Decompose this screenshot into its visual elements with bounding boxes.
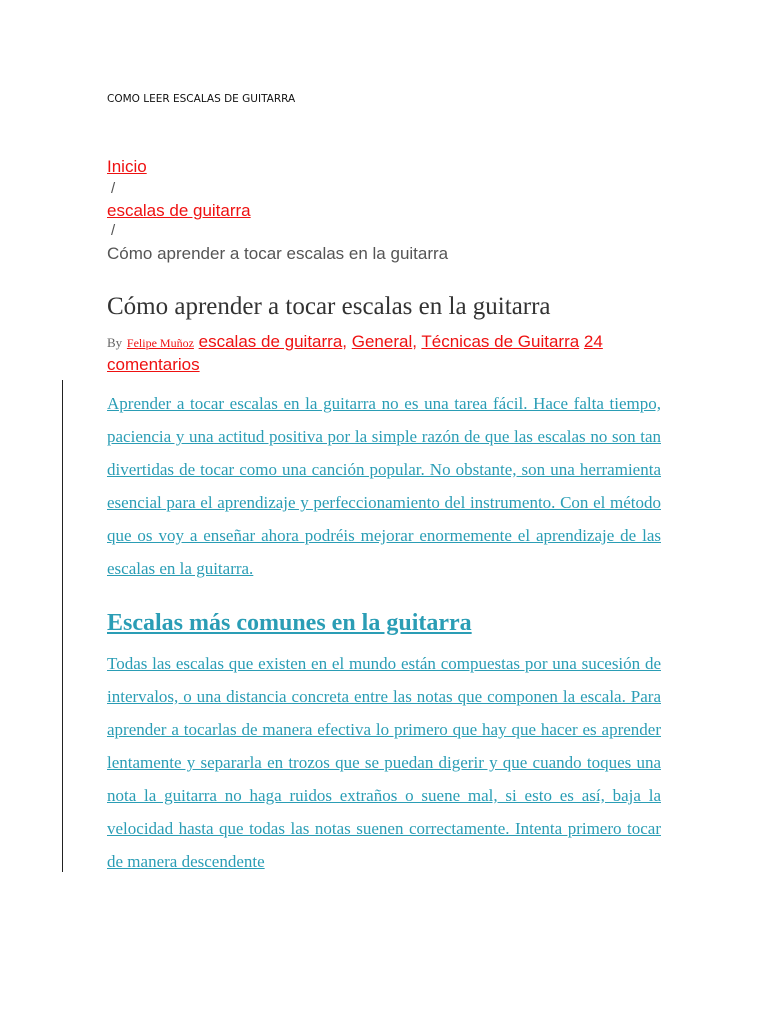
section-paragraph: Todas las escalas que existen en el mundo están compuestas por una sucesión de intervalos, o una distancia concreta entre las notas que componen la escala. Para aprender a tocarlas de manera efectiva lo primero que hay que hacer es aprender lentamente y separarla en trozos que se puedan digerir y que cuando toques una nota la guitarra no haga ruidos extraños o suene mal, si esto es así, baja la velocidad hasta que todas las notas suenen correctamente. Intenta primero tocar de manera descendente [107, 654, 661, 871]
breadcrumb-separator: / [111, 222, 116, 239]
article-title: Cómo aprender a tocar escalas en la guitarra [107, 293, 551, 320]
document-title: COMO LEER ESCALAS DE GUITARRA [107, 93, 296, 105]
left-margin-rule [62, 380, 63, 872]
by-label: By [107, 335, 123, 350]
category-comma: , [412, 332, 417, 351]
article-meta [107, 331, 667, 376]
author-link[interactable]: Felipe Muñoz [126, 336, 194, 350]
category-comma: , [342, 332, 348, 351]
section-heading: Escalas más comunes en la guitarra [107, 610, 472, 636]
breadcrumb-home-link[interactable]: Inicio [107, 157, 147, 176]
intro-paragraph: Aprender a tocar escalas en la guitarra no es una tarea fácil. Hace falta tiempo, paciencia y una actitud positiva por la simple razón de que las escalas no son tan divertidas de tocar como una canción popular. No obstante, son una herramienta esencial para el aprendizaje y perfeccionamiento del instrumento. Con el método que os voy a enseñar ahora podréis mejorar enormemente el aprendizaje de las escalas en la guitarra. [107, 394, 661, 578]
category-link-escalas[interactable]: escalas de guitarra [198, 332, 343, 351]
breadcrumb-category-link[interactable]: escalas de guitarra [107, 201, 251, 220]
breadcrumb-current: Cómo aprender a tocar escalas en la guitarra [107, 244, 449, 263]
category-link-tecnicas[interactable]: Técnicas de Guitarra [421, 332, 580, 351]
comments-link[interactable]: 24 comentarios [107, 332, 603, 374]
category-link-general[interactable]: General [351, 332, 413, 351]
breadcrumb-separator: / [111, 180, 116, 197]
